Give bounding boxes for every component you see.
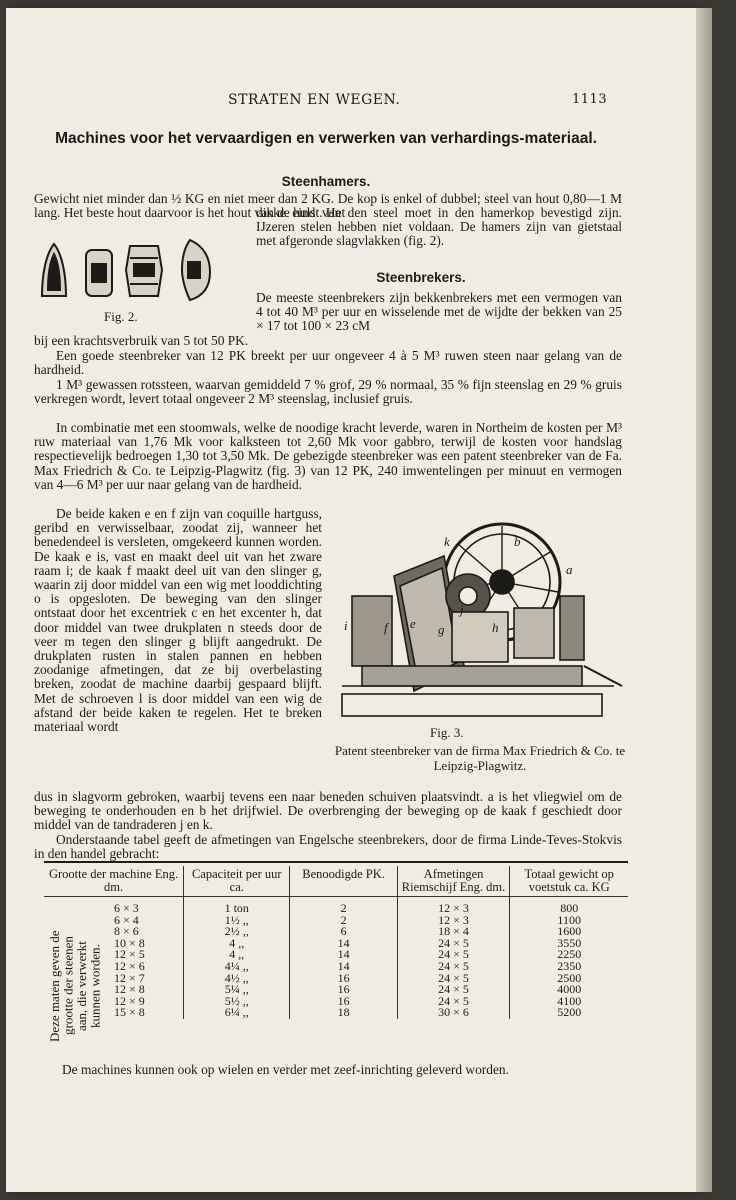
table-cell: 12 × 6 — [114, 958, 145, 973]
table-cell: 4½ ,, — [184, 973, 290, 985]
page-number: 1113 — [572, 92, 608, 107]
fig3-label-g: g — [438, 622, 445, 637]
table-cell: 800 — [510, 897, 628, 915]
page-edge — [696, 8, 712, 1192]
table-cell: 2250 — [510, 949, 628, 961]
table-cell: 2 — [290, 897, 397, 915]
table-cell: 2500 — [510, 973, 628, 985]
fig3-label-h: h — [492, 620, 499, 635]
table-cell: 4000 — [510, 984, 628, 996]
table-cell: 12 × 9 — [114, 993, 145, 1008]
fig2-hammer-heads-illustration — [34, 234, 224, 306]
paragraph-tabel-intro: Onderstaande tabel geeft de afmetingen van Engelsche steenbrekers, door de firma Linde-Teves-Stokvis in den handel gebracht: — [34, 832, 622, 862]
table-side-label — [48, 926, 114, 1046]
table-cell: 4 ,, — [184, 938, 290, 950]
table-cell: 12 × 8 — [114, 982, 145, 997]
table-row — [44, 1007, 628, 1019]
page-title: Machines voor het vervaardigen en verwerken van verhardings-materiaal. — [55, 130, 597, 147]
side-label-line-3: aan, die verwerkt — [74, 941, 89, 1031]
table-cell: 5200 — [510, 1007, 628, 1019]
table-cell: 12 × 3 — [397, 897, 510, 915]
table-top-rule — [44, 861, 628, 863]
table-cell: 24 × 5 — [397, 949, 510, 961]
table-cell: 4100 — [510, 996, 628, 1008]
table-cell: 6¼ ,, — [184, 1007, 290, 1019]
table-cell: 24 × 5 — [397, 961, 510, 973]
table-cell: 16 — [290, 996, 397, 1008]
fig2-caption: Fig. 2. — [104, 309, 138, 324]
table-cell: 12 × 7 — [114, 970, 145, 985]
table-cell: 4¼ ,, — [184, 961, 290, 973]
paragraph-kaken: De beide kaken e en f zijn van coquille hartguss, geribd en verwisselbaar, zoodat zij, wanneer het benedendeel is versleten, omgekeerd kunnen worden. De kaak e is, vast en maakt deel uit van het zware raam i; de kaak f maakt deel uit van den slinger g, waarin zij door middel van een wig met looddichting o is opgesloten. De beweging van den slinger ontstaat door het excentriek c en het excenter h, dat door middel van twee drukplaten n steeds door de veer m tegen den slinger g blijft aangedrukt. De drukplaten rusten in stalen pannen en hebben zoodanige afmetingen, dat ze bij overbelasting breken, zoodat de machine daarbij gespaard blijft. Met de schroeven l is door middel van een wig de afstand der beide kaken te regelen. Het te breken materiaal wordt — [34, 506, 322, 735]
fig3-stone-crusher-illustration — [334, 516, 624, 722]
table-cell: 24 × 5 — [397, 996, 510, 1008]
col-header-riemschijf: Afmetingen Riemschijf Eng. dm. — [397, 866, 510, 897]
table-cell: 8 × 6 — [114, 924, 139, 939]
fig3-label-a: a — [566, 562, 573, 577]
fig3-label-j: j — [460, 602, 464, 617]
steenbrekers-table — [44, 866, 628, 1019]
heading-steenhamers: Steenhamers. — [281, 174, 371, 189]
table-cell: 30 × 6 — [397, 1007, 510, 1019]
table-cell: 16 — [290, 973, 397, 985]
table-cell: 1½ ,, — [184, 915, 290, 927]
table-cell: 18 × 4 — [397, 926, 510, 938]
paragraph-rotssteen: 1 M³ gewassen rotssteen, waarvan gemiddeld 7 % grof, 29 % normaal, 35 % fijn steenslag en 29 % gruis verkregen wordt, levert totaal ongeveer 2 M³ steenslag, inclusief gruis. — [34, 377, 622, 407]
table-cell: 4 ,, — [184, 949, 290, 961]
paragraph-12pk: Een goede steenbreker van 12 PK breekt per uur ongeveer 4 à 5 M³ ruwen steen naar gelang van de hardheid. — [34, 348, 622, 378]
table-cell: 10 × 8 — [114, 935, 145, 950]
table-cell: 2 — [290, 915, 397, 927]
fig3-label-e: e — [410, 616, 416, 631]
table-cell: 1600 — [510, 926, 628, 938]
table-cell: 12 × 3 — [397, 915, 510, 927]
table-cell: 3550 — [510, 938, 628, 950]
table-cell: 1 ton — [184, 897, 290, 915]
table-cell: 18 — [290, 1007, 397, 1019]
book-page — [6, 8, 696, 1192]
side-label-line-2: grootte der steenen — [60, 936, 76, 1036]
table-cell: 24 × 5 — [397, 973, 510, 985]
fig3-caption-text: Patent steenbreker van de firma Max Friedrich & Co. te Leipzig-Plagwitz. — [334, 743, 626, 773]
table-cell: 6 × 3 — [114, 901, 139, 915]
table-cell: 16 — [290, 984, 397, 996]
fig3-label-k: k — [444, 534, 450, 549]
table-cell: 2350 — [510, 961, 628, 973]
table-cell: 24 × 5 — [397, 984, 510, 996]
fig3-caption-number: Fig. 3. — [430, 725, 464, 740]
running-title: STRATEN EN WEGEN. — [228, 92, 401, 108]
table-cell: 5½ ,, — [184, 996, 290, 1008]
fig3-label-b: b — [514, 534, 521, 549]
fig3-label-f: f — [384, 620, 388, 635]
side-label-line-1: Deze maten geven de — [47, 930, 62, 1042]
footer-note: De machines kunnen ook op wielen en verder met zeef-inrichting geleverd worden. — [62, 1062, 509, 1077]
table-cell: 12 × 5 — [114, 947, 145, 962]
table-cell: 14 — [290, 949, 397, 961]
table-cell: 14 — [290, 938, 397, 950]
col-header-grootte: Grootte der machine Eng. dm. — [44, 866, 184, 897]
table-cell: 2½ ,, — [184, 926, 290, 938]
paragraph-steenbrekers-right: De meeste steenbrekers zijn bekkenbrekers met een vermogen van 4 tot 40 M³ per uur en wisselende met de wijdte der bekken van 25 × 17 tot 100 × 23 cM — [256, 290, 622, 334]
table-cell: 14 — [290, 961, 397, 973]
table-row — [44, 897, 628, 915]
table-cell: 15 × 8 — [114, 1005, 145, 1020]
paragraph-steenhamers-intro: Gewicht niet minder dan ½ KG en niet meer dan 2 KG. De kop is enkel of dubbel; steel van hout 0,80—1 M lang. Het beste hout daarvoor is het hout van de hulst. Het — [34, 191, 622, 221]
paragraph-northeim: In combinatie met een stoomwals, welke de noodige kracht leverde, waren in Northeim de kosten per M³ ruw materiaal van 1,76 Mk voor kalksteen tot 2,60 Mk voor gabbro, terwijl de kosten voor handslag respectievelijk bedroegen 1,30 tot 3,50 Mk. De gebezigde steenbreker was een patent steenbreker van de Fa. Max Friedrich & Co. te Leipzig-Plagwitz (fig. 3) van 12 PK, 240 imwentelingen per minuut en vermogen van 4—6 M³ per uur naar gelang van de hardheid. — [34, 420, 622, 492]
col-header-gewicht: Totaal gewicht op voetstuk ca. KG — [510, 866, 628, 897]
table-cell: 5¼ ,, — [184, 984, 290, 996]
paragraph-steenbrekers-continue: bij een krachtsverbruik van 5 tot 50 PK. — [34, 333, 249, 348]
table-cell: 24 × 5 — [397, 938, 510, 950]
table-cell: 6 × 4 — [114, 912, 139, 927]
col-header-capaciteit: Capaciteit per uur ca. — [184, 866, 290, 897]
paragraph-slagvorm: dus in slagvorm gebroken, waarbij tevens een naar beneden schuiven plaatsvindt. a is het vliegwiel om de beweging te onderhouden en b het drijfwiel. De overbrenging der beweging op de kaak f geschiedt door middel van de tandraderen j en k. — [34, 789, 622, 833]
table-cell: 6 — [290, 926, 397, 938]
fig3-label-i: i — [344, 618, 348, 633]
col-header-pk: Benoodigde PK. — [290, 866, 397, 897]
paragraph-steenhamers-right: dikke eind van den steel moet in den hamerkop bevestigd zijn. IJzeren stelen hebben niet voldaan. De hamers zijn van gietstaal met afgeronde slagvlakken (fig. 2). — [256, 205, 622, 249]
table-cell: 1100 — [510, 915, 628, 927]
side-label-line-4: kunnen worden. — [87, 944, 103, 1028]
heading-steenbrekers: Steenbrekers. — [376, 270, 466, 285]
